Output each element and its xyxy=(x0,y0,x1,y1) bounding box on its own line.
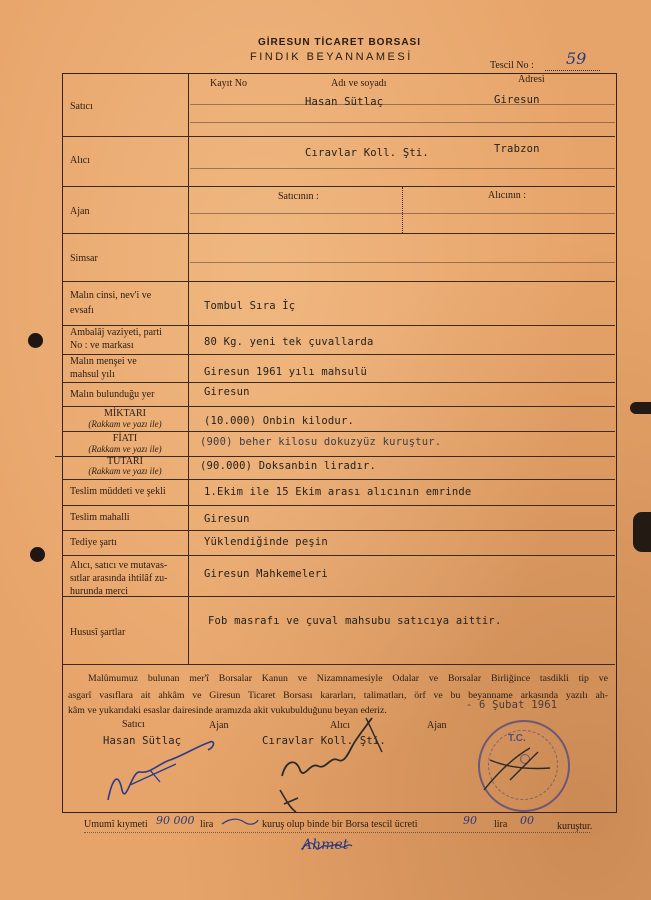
declaration-line-1: Malûmumuz bulunan mer'î Borsalar Kanun ve Nizamnamesiyle Odalar ve Borsalar Birliğince tasdikli tip ve xyxy=(88,673,608,684)
mensei-value: Giresun 1961 yılı mahsulü xyxy=(204,366,368,378)
label-tediye: Tediye şartı xyxy=(70,537,117,548)
stamp-overlay-scribble xyxy=(470,730,570,810)
footer-dotted-line xyxy=(84,832,590,833)
document-title: FINDIK BEYANNAMESİ xyxy=(250,51,413,63)
sig-label-ajan-1: Ajan xyxy=(209,720,229,731)
sig-label-ajan-2: Ajan xyxy=(427,720,447,731)
label-alici: Alıcı xyxy=(70,155,90,166)
column-adres: Adresi xyxy=(518,74,545,85)
label-ihtilaf-3: hurunda merci xyxy=(70,586,129,597)
ajan-satici-sub: Satıcının : xyxy=(278,191,319,202)
alici-signature-tail xyxy=(280,790,298,812)
miktari-value: (10.000) Onbin kilodur. xyxy=(204,415,354,427)
ajan-alici-sub: Alıcının : xyxy=(488,190,527,201)
label-miktari-sub: (Rakkam ve yazı ile) xyxy=(88,419,162,429)
footer-lira-1: lira xyxy=(200,819,214,830)
sig-label-alici: Alıcı xyxy=(330,720,350,731)
label-mensei-1: Malın menşei ve xyxy=(70,356,137,367)
alici-name: Cıravlar Koll. Şti. xyxy=(305,147,429,159)
label-ambalaj-2: No : ve markası xyxy=(70,340,134,351)
umumi-kiymet-value: 90 000 xyxy=(156,814,195,827)
label-teslim-muddeti: Teslim müddeti ve şekli xyxy=(70,486,166,497)
stamp-text: T.C. xyxy=(508,733,526,744)
footer-kurus-text: kuruş olup binde bir Borsa tescil ücreti xyxy=(262,819,418,830)
label-teslim-mahalli: Teslim mahalli xyxy=(70,512,130,523)
label-miktari: MİKTARI xyxy=(104,408,146,419)
malin-cinsi-value: Tombul Sıra İç xyxy=(204,300,296,312)
fiati-value: (900) beher kilosu dokuzyüz kuruştur. xyxy=(200,436,442,448)
declaration-line-2: asgarî vasıflara ait ahkâm ve Giresun Ticaret Borsası kararları, talimatları, örf ve bu beyanname arkasında yazılı ah- xyxy=(68,690,608,701)
label-hususi: Hususî şartlar xyxy=(70,627,126,638)
ihtilaf-value: Giresun Mahkemeleri xyxy=(204,568,328,580)
label-malin-cinsi-2: evsafı xyxy=(70,305,94,316)
label-ajan: Ajan xyxy=(70,206,90,217)
ambalaj-value: 80 Kg. yeni tek çuvallarda xyxy=(204,336,374,348)
label-ihtilaf-1: Alıcı, satıcı ve mutavas- xyxy=(70,560,168,571)
sig-satici-name: Hasan Sütlaç xyxy=(103,735,182,747)
bulundugu-value: Giresun xyxy=(204,386,250,398)
label-satici: Satıcı xyxy=(70,101,93,112)
teslim-muddeti-value: 1.Ekim ile 15 Ekim arası alıcının emrinde xyxy=(204,486,472,498)
footer-ucret-lira: 90 xyxy=(463,814,477,827)
footer-dash-mark xyxy=(220,816,260,828)
organization-name: GİRESUN TİCARET BORSASI xyxy=(258,37,422,48)
label-tutari: TUTARI xyxy=(107,456,143,467)
footer-ucret-kurus: 00 xyxy=(520,814,534,827)
label-tutari-sub: (Rakkam ve yazı ile) xyxy=(88,466,162,476)
label-simsar: Simsar xyxy=(70,253,98,264)
label-fiati-sub: (Rakkam ve yazı ile) xyxy=(88,444,162,454)
footer-lira-2: lira xyxy=(494,819,508,830)
satici-signature-flourish xyxy=(130,764,176,785)
tutari-value: (90.000) Doksanbin liradır. xyxy=(200,460,377,472)
alici-signature xyxy=(282,718,372,776)
teslim-mahalli-value: Giresun xyxy=(204,513,250,525)
label-fiati: FİATI xyxy=(112,433,138,444)
label-bulundugu: Malın bulunduğu yer xyxy=(70,389,155,400)
tescil-label: Tescil No : xyxy=(490,60,534,71)
alici-signature-bar xyxy=(366,718,382,752)
column-kayit: Kayıt No xyxy=(210,78,247,89)
label-ihtilaf-2: sıtlar arasında ihtilâf zu- xyxy=(70,573,168,584)
umumi-kiymet-label: Umumî kıymeti xyxy=(84,819,148,830)
label-mensei-2: mahsul yılı xyxy=(70,369,115,380)
tescil-number: 59 xyxy=(566,49,587,68)
hususi-value: Fob masrafı ve çuval mahsubu satıcıya aittir. xyxy=(208,615,502,627)
satici-name: Hasan Sütlaç xyxy=(305,96,384,108)
footer-kurustur: kuruştur. xyxy=(557,821,593,832)
sig-alici-name: Cıravlar Koll. Şti. xyxy=(262,735,386,747)
declaration-line-3: kâm ve yukarıdaki esaslar dairesinde aramızda akit vukubulduğunu beyan ederiz. xyxy=(68,705,387,716)
satici-address: Giresun xyxy=(494,94,540,106)
alici-address: Trabzon xyxy=(494,143,540,155)
tediye-value: Yüklendiğinde peşin xyxy=(204,536,328,548)
sig-label-satici: Satıcı xyxy=(122,719,145,730)
declaration-date: - 6 Şubat 1961 xyxy=(466,699,558,711)
label-malin-cinsi-1: Malın cinsi, nev'i ve xyxy=(70,290,152,301)
column-ad: Adı ve soyadı xyxy=(331,78,387,89)
label-ambalaj-1: Ambalâj vaziyeti, parti xyxy=(70,327,162,338)
bottom-signature: Ahmet xyxy=(302,837,349,853)
